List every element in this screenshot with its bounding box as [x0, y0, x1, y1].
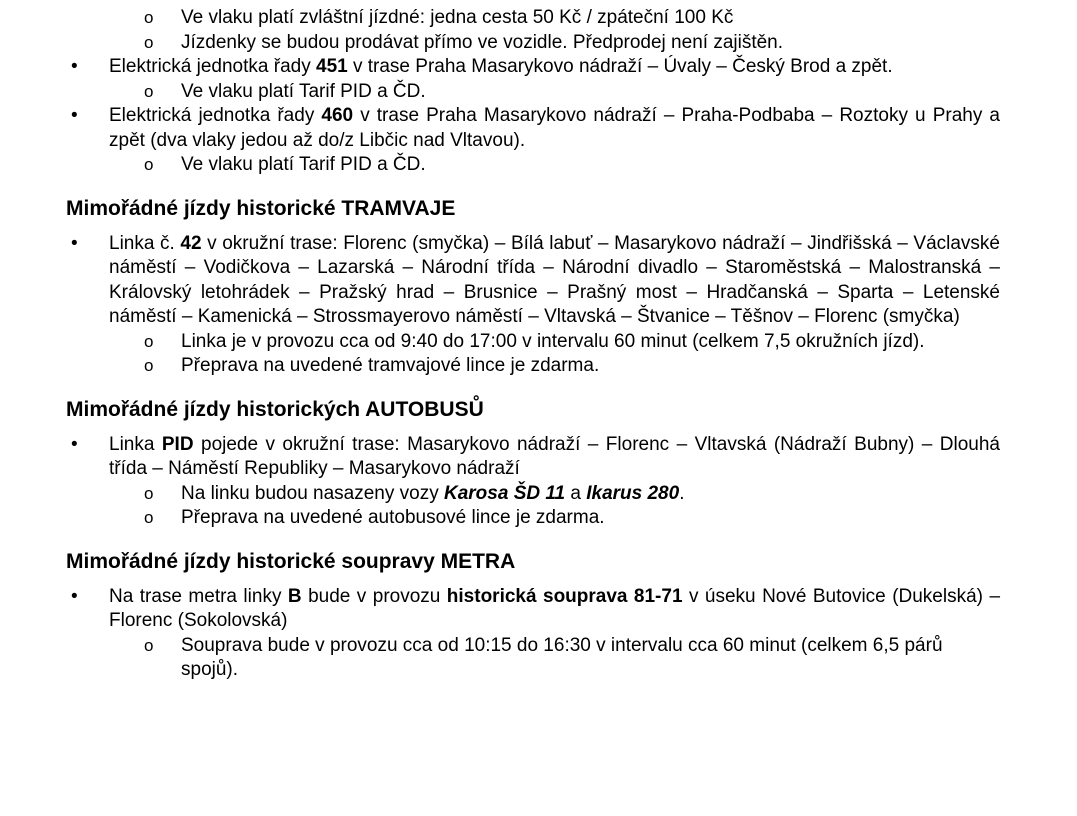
list-item — [66, 153, 1000, 178]
sub-bullet: o — [144, 32, 154, 52]
list-item-text: Linka — [109, 433, 162, 455]
list-item-text: v okružní trase: Florenc (smyčka) – Bílá labuť – Masarykovo nádraží – Jindřišská – Václavské náměstí – Vodičkova – Lazarská – Národní třída – Národní divadlo – Staroměstská – Malostranská – Královský letohrádek – Pražský hrad – Brusnice – Prašný most – Hradčanská – Sparta – Letenské náměstí – Kamenická – Strossmayerovo náměstí – Vltavská – Štvanice – Těšnov – Florenc (smyčka) — [109, 232, 1001, 327]
list-item-text: v úseku Nové Butovice (Dukelská) – Florenc (Sokolovská) — [109, 585, 1001, 631]
list-item — [66, 634, 1000, 683]
list-item-bold: historická souprava 81-71 — [446, 585, 683, 607]
list-item — [66, 506, 1000, 531]
list-item — [66, 104, 1000, 153]
sub-bullet: o — [144, 331, 154, 351]
list-item-text: pojede v okružní trase: Masarykovo nádraží – Florenc – Vltavská (Nádraží Bubny) – Dlouhá třída – Náměstí Republiky – Masarykovo nádraží — [109, 433, 1001, 479]
list-item-text: v trase Praha Masarykovo nádraží – Praha-Podbaba – Roztoky u Prahy a zpět (dva vlaky jedou až do/z Libčic nad Vltavou). — [109, 105, 1000, 151]
list-item-text: Ve vlaku platí zvláštní jízdné: jedna cesta 50 Kč / zpáteční 100 Kč — [181, 7, 734, 28]
list-item — [66, 354, 1000, 379]
list-item — [66, 55, 1000, 80]
list-item-bold: PID — [161, 433, 194, 455]
sub-bullet: o — [144, 8, 154, 27]
list-item-bold: 460 — [321, 105, 354, 126]
list-item-text: Přeprava na uvedené autobusové lince je zdarma. — [181, 507, 605, 528]
list-item — [66, 6, 1000, 31]
list-item — [66, 31, 1000, 56]
list-item — [66, 330, 1000, 355]
sub-bullet: o — [144, 635, 154, 655]
list-item-text: v trase Praha Masarykovo nádraží – Úvaly – Český Brod a zpět. — [347, 56, 893, 77]
list-item-text: Elektrická jednotka řady — [109, 56, 316, 77]
sub-bullet: o — [144, 483, 154, 503]
vehicle-name: Ikarus 280 — [586, 482, 680, 504]
list-item-text: . — [679, 482, 685, 504]
list-item — [66, 232, 1000, 330]
list-item-text: Ve vlaku platí Tarif PID a ČD. — [181, 154, 426, 175]
list-item-bold: 451 — [316, 56, 348, 77]
bullet: • — [71, 585, 78, 607]
list-item-text: Ve vlaku platí Tarif PID a ČD. — [181, 80, 426, 102]
section-heading-bus: Mimořádné jízdy historických AUTOBUSŮ — [66, 397, 484, 421]
list-item-text: Souprava bude v provozu cca od 10:15 do 16:30 v intervalu cca 60 minut (celkem 6,5 párů spojů). — [181, 634, 943, 680]
sub-bullet: o — [144, 356, 154, 375]
bullet: • — [71, 232, 78, 254]
list-item — [66, 585, 1000, 634]
list-item — [66, 433, 1000, 482]
bullet: • — [71, 56, 78, 77]
list-item-text: Na linku budou nasazeny vozy — [181, 482, 444, 504]
bullet: • — [71, 433, 78, 455]
vehicle-name: Karosa ŠD 11 — [444, 482, 566, 504]
list-item-text: Přeprava na uvedené tramvajové lince je zdarma. — [181, 355, 600, 376]
list-item-text: Linka je v provozu cca od 9:40 do 17:00 v intervalu 60 minut (celkem 7,5 okružních jízd). — [181, 330, 925, 352]
list-item-bold: 42 — [180, 232, 202, 254]
section-heading-metro: Mimořádné jízdy historické soupravy METRA — [66, 549, 516, 573]
list-item-text: Linka č. — [109, 232, 181, 254]
bullet: • — [71, 105, 78, 126]
sub-bullet: o — [144, 508, 154, 527]
list-item-text: a — [565, 482, 587, 504]
list-item — [66, 482, 1000, 507]
sub-bullet: o — [144, 155, 154, 174]
list-item-bold: B — [287, 585, 302, 607]
list-item-text: Na trase metra linky — [109, 585, 288, 607]
list-item-text: bude v provozu — [301, 585, 447, 607]
list-item-text: Elektrická jednotka řady — [109, 105, 322, 126]
sub-bullet: o — [144, 81, 154, 101]
section-heading-tram: Mimořádné jízdy historické TRAMVAJE — [66, 196, 456, 220]
list-item-text: Jízdenky se budou prodávat přímo ve vozidle. Předprodej není zajištěn. — [181, 31, 784, 53]
list-item — [66, 80, 1000, 105]
